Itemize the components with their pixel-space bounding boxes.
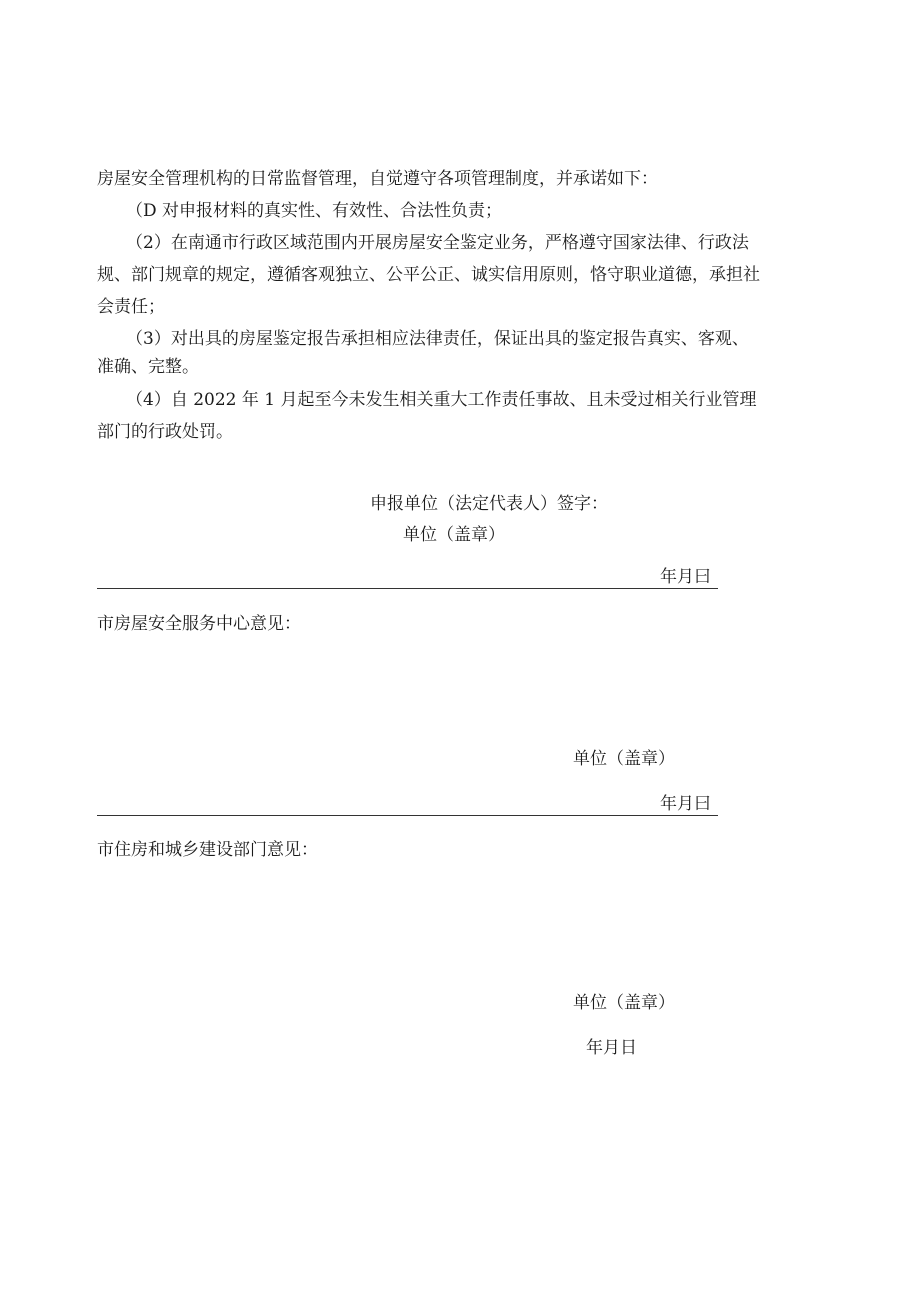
section-divider bbox=[97, 588, 718, 589]
commitment-item-1: （D 对申报材料的真实性、有效性、合法性负责； bbox=[126, 201, 503, 221]
dept-opinion-heading: 市住房和城乡建设部门意见： bbox=[97, 840, 318, 860]
commitment-item-4: （4）自 2022 年 1 月起至今未发生相关重大工作责任事故、且未受过相关行业管理 bbox=[126, 390, 757, 410]
paragraph-line: 房屋安全管理机构的日常监督管理，自觉遵守各项管理制度，并承诺如下： bbox=[97, 169, 658, 189]
center-date-label: 年月曰 bbox=[660, 794, 711, 814]
section-divider bbox=[97, 815, 718, 816]
declarant-seal-label: 单位（盖章） bbox=[403, 525, 505, 545]
paragraph-line: 准确、完整。 bbox=[97, 357, 199, 377]
paragraph-line: 部门的行政处罚。 bbox=[97, 422, 233, 442]
center-opinion-heading: 市房屋安全服务中心意见： bbox=[97, 614, 301, 634]
dept-date-label: 年月日 bbox=[586, 1038, 637, 1058]
center-seal-label: 单位（盖章） bbox=[573, 749, 675, 769]
commitment-item-3: （3）对出具的房屋鉴定报告承担相应法律责任，保证出具的鉴定报告真实、客观、 bbox=[126, 329, 749, 349]
paragraph-line: 会责任； bbox=[97, 297, 165, 317]
declarant-date-label: 年月曰 bbox=[660, 567, 711, 587]
dept-seal-label: 单位（盖章） bbox=[573, 993, 675, 1013]
commitment-item-2: （2）在南通市行政区域范围内开展房屋安全鉴定业务，严格遵守国家法律、行政法 bbox=[126, 233, 749, 253]
declarant-signature-label: 申报单位（法定代表人）签字： bbox=[370, 494, 608, 514]
paragraph-line: 规、部门规章的规定，遵循客观独立、公平公正、诚实信用原则，恪守职业道德，承担社 bbox=[97, 265, 760, 285]
